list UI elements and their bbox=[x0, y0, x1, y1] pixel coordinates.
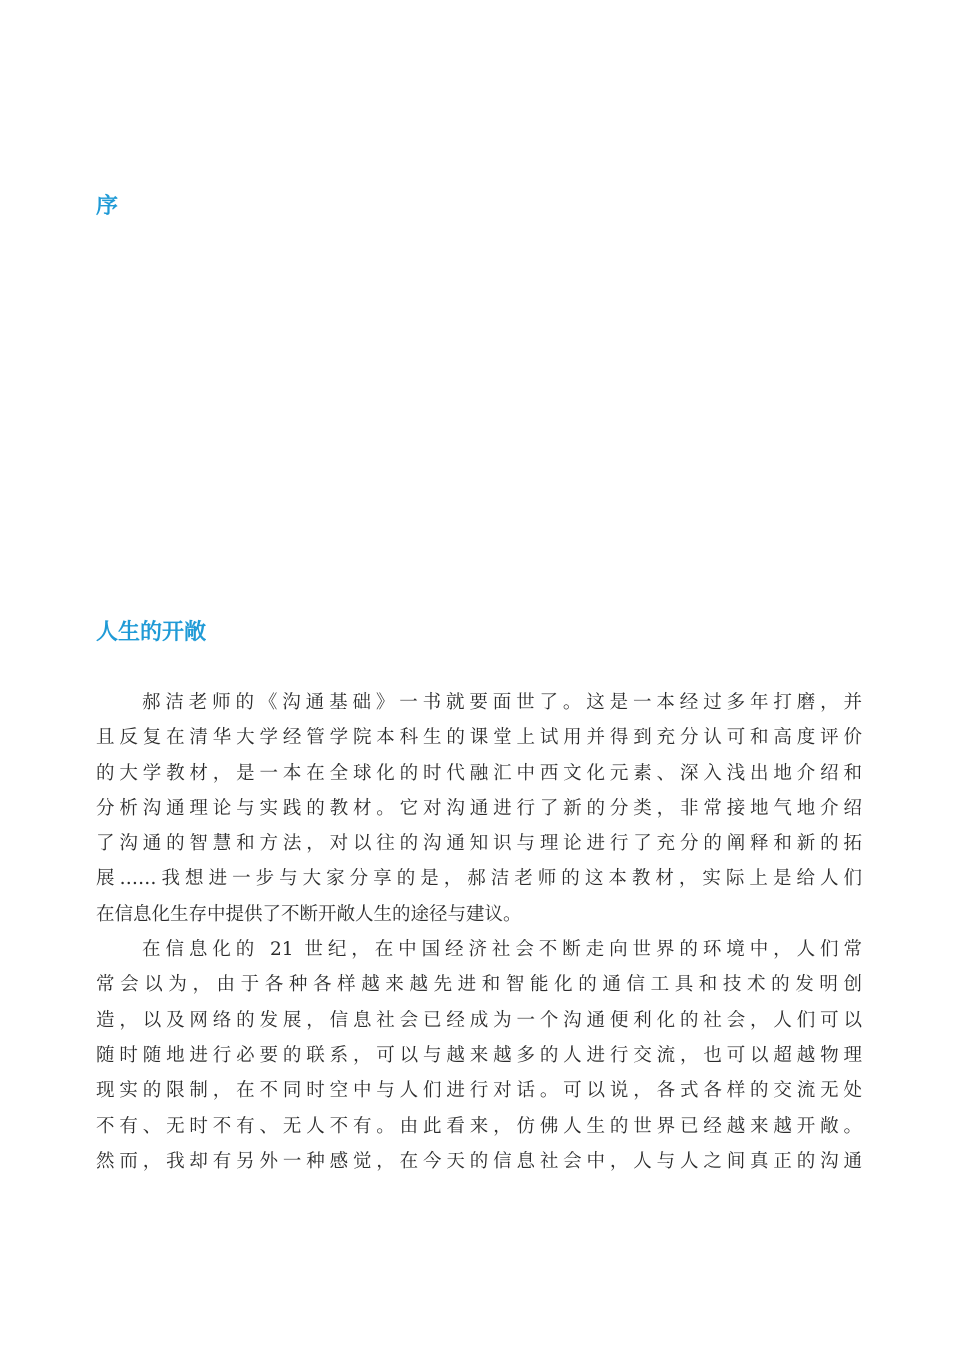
text-line: 在信息化生存中提供了不断开敞人生的途径与建议。 bbox=[96, 903, 522, 925]
body-text bbox=[96, 685, 862, 1179]
text-line: 常会以为，由于各种各样越来越先进和智能化的通信工具和技术的发明创 bbox=[96, 974, 862, 996]
text-line: 不有、无时不有、无人不有。由此看来，仿佛人生的世界已经越来越开敞。 bbox=[96, 1115, 862, 1137]
text-line: 现实的限制，在不同时空中与人们进行对话。可以说，各式各样的交流无处 bbox=[96, 1080, 862, 1102]
text-line: 了沟通的智慧和方法，对以往的沟通知识与理论进行了充分的阐释和新的拓 bbox=[96, 833, 862, 855]
text-line: 分析沟通理论与实践的教材。它对沟通进行了新的分类，非常接地气地介绍 bbox=[96, 797, 862, 819]
text-line: 在信息化的 21 世纪，在中国经济社会不断走向世界的环境中，人们常 bbox=[142, 939, 862, 961]
text-line: 且反复在清华大学经管学院本科生的课堂上试用并得到充分认可和高度评价 bbox=[96, 727, 862, 749]
section-label: 序 bbox=[96, 194, 119, 219]
text-line: 的大学教材，是一本在全球化的时代融汇中西文化元素、深入浅出地介绍和 bbox=[96, 762, 862, 784]
text-line: 随时随地进行必要的联系，可以与越来越多的人进行交流，也可以超越物理 bbox=[96, 1044, 862, 1066]
chapter-title: 人生的开敞 bbox=[96, 620, 207, 645]
text-line: 展……我想进一步与大家分享的是，郝洁老师的这本教材，实际上是给人们 bbox=[96, 868, 862, 890]
text-line: 然而，我却有另外一种感觉，在今天的信息社会中，人与人之间真正的沟通 bbox=[96, 1150, 862, 1172]
paragraph-2 bbox=[96, 932, 862, 1179]
text-line: 造，以及网络的发展，信息社会已经成为一个沟通便利化的社会，人们可以 bbox=[96, 1009, 862, 1031]
text-line: 郝洁老师的《沟通基础》一书就要面世了。这是一本经过多年打磨，并 bbox=[142, 692, 862, 713]
paragraph-1 bbox=[96, 685, 862, 932]
